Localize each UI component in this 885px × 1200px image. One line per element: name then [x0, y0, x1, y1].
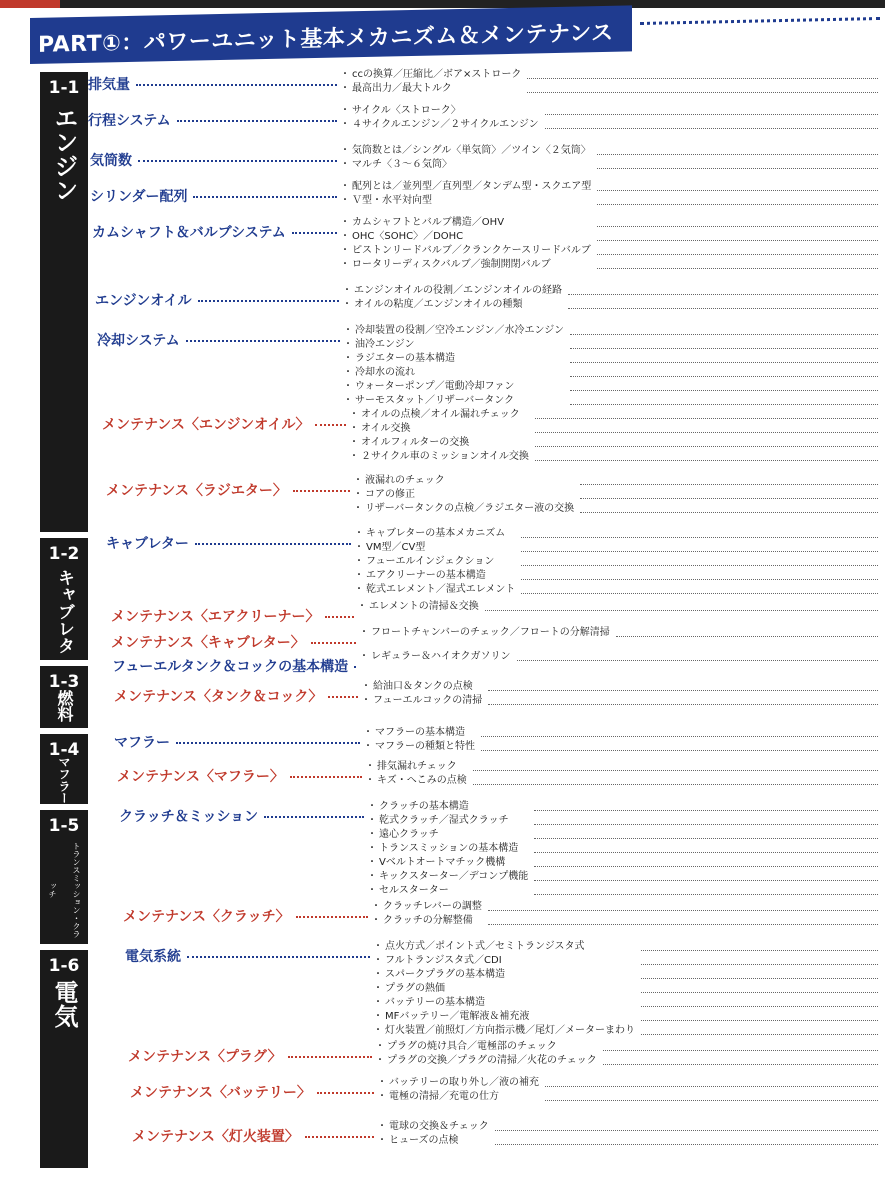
- section-number: 1-6: [48, 956, 80, 976]
- entry-title: メンテナンス〈キャブレター〉: [111, 635, 305, 651]
- entry-items: [376, 940, 635, 1038]
- entry-leader: [328, 696, 358, 698]
- item-leader: [641, 950, 878, 951]
- entry-leader: [288, 1056, 372, 1058]
- entry-title: エンジンオイル: [95, 293, 192, 309]
- entry-items: [362, 626, 610, 640]
- entry-title: フューエルタンク＆コックの基本構造: [112, 659, 349, 675]
- entry-items: [360, 600, 479, 614]
- entry-item: ・ プラグの焼け具合／電極部のチェック: [378, 1040, 597, 1054]
- entry-item: ・ エンジンオイルの役割／エンジンオイルの経路: [345, 284, 562, 298]
- entry-title: クラッチ＆ミッション: [119, 809, 259, 825]
- section-engine: [40, 72, 88, 532]
- entry-leader: [176, 742, 360, 744]
- entry-item: ・ 給油口＆タンクの点検: [364, 680, 482, 694]
- entry-item: ・ バッテリーの取り外し／液の補充: [380, 1076, 539, 1090]
- entry-leader: [193, 196, 337, 198]
- entry-item: ・ オイルの粘度／エンジンオイルの種類: [345, 298, 562, 312]
- entry-item: ・ バッテリーの基本構造: [376, 996, 635, 1010]
- entry-leader: [198, 300, 339, 302]
- entry-leader: [293, 490, 350, 492]
- entry-item: ・ プラグの交換／プラグの清掃／火花のチェック: [378, 1054, 597, 1068]
- item-leader: [521, 537, 878, 538]
- item-leader: [570, 390, 878, 391]
- entry-leader: [305, 1136, 374, 1138]
- entry-item: ・ エアクリーナーの基本構造: [357, 569, 515, 583]
- entry-item: ・ Vベルトオートマチック機構: [370, 856, 528, 870]
- item-leader: [527, 92, 878, 93]
- entry-item: ・ コアの修正: [356, 488, 574, 502]
- entry-items: [374, 900, 482, 928]
- entry-leader: [325, 616, 354, 618]
- entry-title: メンテナンス〈プラグ〉: [128, 1049, 282, 1065]
- entry-title: 気筒数: [90, 153, 132, 169]
- entry-item: ・ サーモスタット／リザーバータンク: [346, 394, 564, 408]
- entry-item: ・ フューエルコックの清掃: [364, 694, 482, 708]
- entry-item: ・ クラッチの基本構造: [370, 800, 528, 814]
- entry-title: カムシャフト＆バルブシステム: [92, 225, 286, 241]
- entry-item: ・ マルチ〈３〜６気筒〉: [343, 158, 591, 172]
- entry-item: ・ オイル交換: [352, 422, 529, 436]
- section-label: エンジン: [50, 106, 78, 202]
- item-leader: [534, 852, 878, 853]
- entry-items: [364, 680, 482, 708]
- entry-item: ・ VM型／CV型: [357, 541, 515, 555]
- item-leader: [597, 226, 878, 227]
- entry-items: [343, 216, 591, 272]
- item-leader: [580, 498, 878, 499]
- item-leader: [570, 376, 878, 377]
- entry-items: [343, 68, 521, 96]
- item-leader: [641, 992, 878, 993]
- entry-title: 行程システム: [88, 113, 171, 129]
- item-leader: [473, 784, 878, 785]
- entry-items: [380, 1076, 539, 1104]
- entry-item: ・ 乾式エレメント／湿式エレメント: [357, 583, 515, 597]
- part-title: PART①：パワーユニット基本メカニズム＆メンテナンス: [38, 20, 614, 58]
- top-bar-accent: [0, 0, 60, 8]
- entry-title: メンテナンス〈エンジンオイル〉: [102, 417, 310, 433]
- entry-item: ・ キックスターター／デコンプ機能: [370, 870, 528, 884]
- entry-item: ・ 乾式クラッチ／湿式クラッチ: [370, 814, 528, 828]
- item-leader: [534, 866, 878, 867]
- entry-item: ・ Ｖ型・水平対向型: [343, 194, 591, 208]
- item-leader: [535, 418, 878, 419]
- entry-item: ・ マフラーの基本構造: [366, 726, 475, 740]
- item-leader: [535, 446, 878, 447]
- section-number: 1-2: [48, 544, 80, 564]
- item-leader: [580, 484, 878, 485]
- entry-leader: [264, 816, 364, 818]
- item-leader: [568, 308, 878, 309]
- item-leader: [641, 964, 878, 965]
- entry-item: ・ トランスミッションの基本構造: [370, 842, 528, 856]
- entry-title: シリンダー配列: [90, 189, 188, 205]
- entry-leader: [195, 543, 351, 545]
- entry-leader: [296, 916, 368, 918]
- item-leader: [568, 294, 878, 295]
- part-header: [30, 5, 632, 64]
- item-leader: [481, 736, 878, 737]
- entry-leader: [138, 160, 337, 162]
- entry-item: ・ 最高出力／最大トルク: [343, 82, 521, 96]
- entry-items: [345, 284, 562, 312]
- entry-item: ・ ピストンリードバルブ／クランクケースリードバルブ: [343, 244, 591, 258]
- item-leader: [488, 704, 878, 705]
- section-label: 燃料: [55, 690, 74, 722]
- item-leader: [597, 154, 878, 155]
- section-number: 1-1: [48, 78, 80, 98]
- section-label: マフラー: [57, 756, 71, 804]
- item-leader: [545, 128, 878, 129]
- item-leader: [570, 362, 878, 363]
- entry-item: ・ クラッチレバーの調整: [374, 900, 482, 914]
- item-leader: [488, 690, 878, 691]
- entry-item: ・ キズ・へこみの点検: [368, 774, 467, 788]
- entry-title: メンテナンス〈エアクリーナー〉: [111, 609, 320, 625]
- item-leader: [597, 190, 878, 191]
- entry-leader: [177, 120, 337, 122]
- entry-item: ・ MFバッテリー／電解液＆補充液: [376, 1010, 635, 1024]
- entry-item: ・ 油冷エンジン: [346, 338, 564, 352]
- entry-item: ・ エレメントの清掃＆交換: [360, 600, 479, 614]
- entry-leader: [317, 1092, 374, 1094]
- entry-title: メンテナンス〈マフラー〉: [117, 769, 284, 785]
- entry-items: [343, 144, 591, 172]
- item-leader: [570, 348, 878, 349]
- entry-items: [370, 800, 528, 898]
- item-leader: [535, 460, 878, 461]
- entry-item: ・ マフラーの種類と特性: [366, 740, 475, 754]
- item-leader: [641, 1006, 878, 1007]
- item-leader: [495, 1130, 878, 1131]
- entry-item: ・ オイルフィルターの交換: [352, 436, 529, 450]
- item-leader: [597, 254, 878, 255]
- entry-item: ・ フロートチャンバーのチェック／フロートの分解清掃: [362, 626, 610, 640]
- entry-item: ・ 遠心クラッチ: [370, 828, 528, 842]
- section-number: 1-4: [48, 740, 80, 760]
- item-leader: [545, 114, 878, 115]
- item-leader: [535, 432, 878, 433]
- entry-items: [366, 726, 475, 754]
- entry-item: ・ フルトランジスタ式／CDI: [376, 954, 635, 968]
- entry-leader: [315, 424, 346, 426]
- section-electric: [40, 950, 88, 1168]
- entry-title: メンテナンス〈灯火装置〉: [132, 1129, 299, 1145]
- item-leader: [597, 168, 878, 169]
- item-leader: [641, 1020, 878, 1021]
- item-leader: [521, 565, 878, 566]
- item-leader: [473, 770, 878, 771]
- item-leader: [527, 78, 878, 79]
- entry-item: ・ セルスターター: [370, 884, 528, 898]
- entry-leader: [354, 666, 356, 668]
- item-leader: [534, 894, 878, 895]
- entry-leader: [311, 642, 356, 644]
- entry-item: ・ ２サイクル車のミッションオイル交換: [352, 450, 529, 464]
- entry-items: [343, 104, 539, 132]
- section-label: キャブレター: [6, 568, 74, 654]
- section-muffler: [40, 734, 88, 804]
- entry-leader: [186, 340, 340, 342]
- entry-leader: [187, 956, 370, 958]
- entry-item: ・ レギュラー＆ハイオクガソリン: [362, 650, 511, 664]
- entry-title: キャブレター: [106, 536, 189, 552]
- entry-leader: [136, 84, 337, 86]
- item-leader: [534, 810, 878, 811]
- entry-item: ・ 点火方式／ポイント式／セミトランジスタ式: [376, 940, 635, 954]
- item-leader: [545, 1100, 878, 1101]
- item-leader: [570, 334, 878, 335]
- item-leader: [521, 551, 878, 552]
- section-fuel: [40, 666, 88, 728]
- item-leader: [570, 404, 878, 405]
- entry-item: ・ 配列とは／並列型／直列型／タンデム型・スクエア型: [343, 180, 591, 194]
- section-label: トランスミッション・クラッチ: [48, 842, 81, 938]
- entry-item: ・ サイクル〈ストローク〉: [343, 104, 539, 118]
- item-leader: [521, 593, 878, 594]
- item-leader: [597, 240, 878, 241]
- entry-item: ・ オイルの点検／オイル漏れチェック: [352, 408, 529, 422]
- item-leader: [534, 838, 878, 839]
- entry-item: ・ 冷却水の流れ: [346, 366, 564, 380]
- entry-items: [362, 650, 511, 664]
- item-leader: [545, 1086, 878, 1087]
- entry-items: [346, 324, 564, 408]
- section-transmission: [40, 810, 88, 944]
- entry-item: ・ OHC〈SOHC〉／DOHC: [343, 230, 591, 244]
- item-leader: [603, 1064, 878, 1065]
- entry-item: ・ 電極の清掃／充電の仕方: [380, 1090, 539, 1104]
- entry-leader: [292, 232, 337, 234]
- entry-title: 冷却システム: [97, 333, 180, 349]
- item-leader: [597, 204, 878, 205]
- entry-title: メンテナンス〈クラッチ〉: [123, 909, 290, 925]
- item-leader: [517, 660, 879, 661]
- entry-items: [352, 408, 529, 464]
- item-leader: [521, 579, 878, 580]
- item-leader: [488, 910, 878, 911]
- top-bar: [0, 0, 885, 8]
- item-leader: [641, 978, 878, 979]
- entry-item: ・ 液漏れのチェック: [356, 474, 574, 488]
- entry-items: [357, 527, 515, 597]
- item-leader: [603, 1050, 878, 1051]
- entry-title: 排気量: [88, 77, 130, 93]
- section-label: 電気: [50, 980, 78, 1028]
- entry-item: ・ リザーバータンクの点検／ラジエター液の交換: [356, 502, 574, 516]
- entry-item: ・ 電球の交換＆チェック: [380, 1120, 489, 1134]
- entry-items: [380, 1120, 489, 1148]
- item-leader: [580, 512, 878, 513]
- entry-item: ・ ヒューズの点検: [380, 1134, 489, 1148]
- entry-item: ・ 気筒数とは／シングル〈単気筒〉／ツイン〈２気筒〉: [343, 144, 591, 158]
- entry-item: ・ 灯火装置／前照灯／方向指示機／尾灯／メーターまわり: [376, 1024, 635, 1038]
- item-leader: [495, 1144, 878, 1145]
- item-leader: [597, 268, 878, 269]
- section-number: 1-5: [48, 816, 80, 836]
- entry-item: ・ フューエルインジェクション: [357, 555, 515, 569]
- entry-items: [368, 760, 467, 788]
- entry-item: ・ ラジエターの基本構造: [346, 352, 564, 366]
- entry-item: ・ ロータリーディスクバルブ／強制開閉バルブ: [343, 258, 591, 272]
- entry-title: メンテナンス〈ラジエター〉: [106, 483, 287, 499]
- entry-items: [378, 1040, 597, 1068]
- entry-item: ・ キャブレターの基本メカニズム: [357, 527, 515, 541]
- entry-title: 電気系統: [125, 949, 181, 965]
- entry-item: ・ スパークプラグの基本構造: [376, 968, 635, 982]
- entry-items: [356, 474, 574, 516]
- entry-item: ・ カムシャフトとバルブ構造／OHV: [343, 216, 591, 230]
- section-carburetor: [6, 538, 88, 660]
- entry-item: ・ 冷却装置の役割／空冷エンジン／水冷エンジン: [346, 324, 564, 338]
- entry-item: ・ ウォーターポンプ／電動冷却ファン: [346, 380, 564, 394]
- item-leader: [641, 1034, 878, 1035]
- entry-item: ・ ccの換算／圧縮比／ボア×ストローク: [343, 68, 521, 82]
- entry-item: ・ 排気漏れチェック: [368, 760, 467, 774]
- item-leader: [488, 924, 878, 925]
- entry-item: ・ ４サイクルエンジン／２サイクルエンジン: [343, 118, 539, 132]
- item-leader: [534, 880, 878, 881]
- item-leader: [485, 610, 878, 611]
- entry-title: マフラー: [114, 735, 170, 751]
- entry-title: メンテナンス〈タンク＆コック〉: [114, 689, 323, 705]
- item-leader: [481, 750, 878, 751]
- entry-items: [343, 180, 591, 208]
- entry-leader: [290, 776, 362, 778]
- entry-title: メンテナンス〈バッテリー〉: [130, 1085, 311, 1101]
- entry-item: ・ クラッチの分解整備: [374, 914, 482, 928]
- item-leader: [534, 824, 878, 825]
- entry-item: ・ プラグの熱価: [376, 982, 635, 996]
- part-header-dots: [640, 17, 880, 25]
- item-leader: [616, 636, 878, 637]
- section-number: 1-3: [48, 672, 80, 692]
